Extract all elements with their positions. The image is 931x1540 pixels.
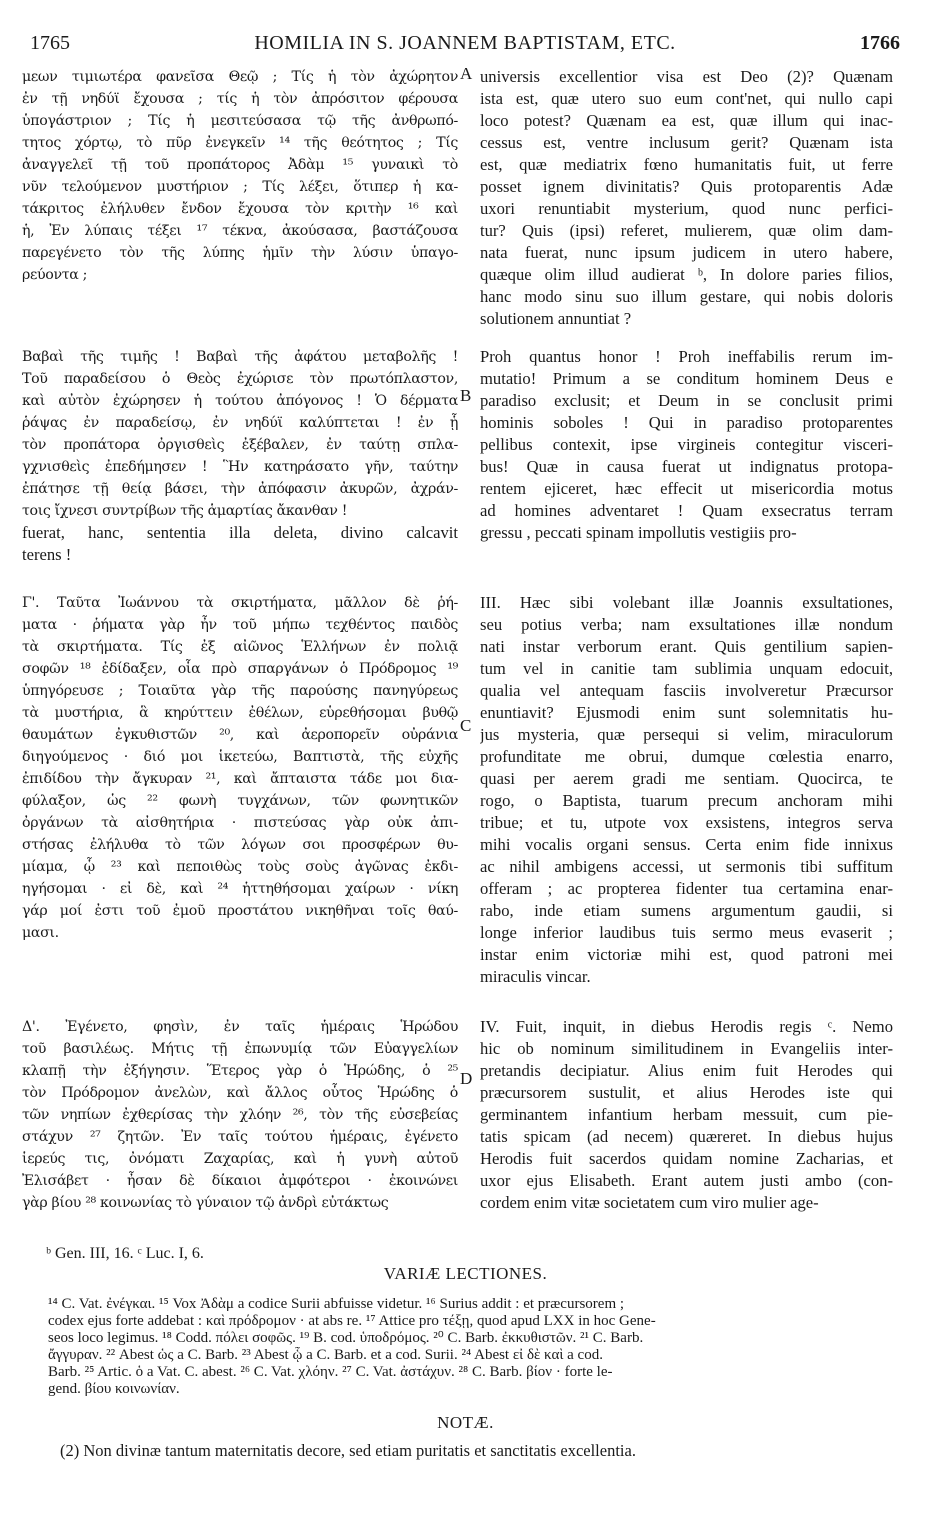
text-line: cessus est, ventre inclusum gerit? Quænam ista: [480, 133, 893, 152]
variae-lectiones-heading: VARIÆ LECTIONES.: [383, 1264, 548, 1283]
text-line: III. Hæc sibi volebant illæ Joannis exsultationes,: [480, 593, 893, 612]
text-line: ῥάψας ἐν παραδείσῳ, ἐν νηδύϊ καλύπτεται ! ἐν ᾗ: [22, 415, 458, 431]
text-line: ὀργάνων τὰ αἰσθητήρια · πιστεύσας γὰρ οὐκ ἀπι-: [22, 815, 458, 831]
text-line: tribue; et tu, utpote vox exsistens, integros serva: [480, 813, 893, 832]
text-line: φύλαξον, ὡς ²² φωνὴ τυγχάνων, τῶν φωνητικῶν: [22, 793, 458, 809]
text-line: rogo, o Baptista, tuarum precum anchoram mihi: [480, 791, 893, 810]
variae-lectiones-text: [48, 1296, 894, 1398]
text-line: ista est, quæ utero suo eum cont'net, qui nullo capi: [480, 89, 893, 108]
text-line: uxori renuntiabit mysterium, quod nunc perfici-: [480, 199, 893, 218]
text-line: καὶ αὐτὸν ἐχώρησεν ἡ τούτου ἀπόγονος ! Ὁ δέρματα: [22, 393, 458, 409]
text-line: μίαμα, ᾧ ²³ καὶ πεποιθὼς τοὺς σοὺς ἀγῶνας ἐκδι-: [22, 859, 458, 875]
page-title: HOMILIA IN S. JOANNEM BAPTISTAM, ETC.: [254, 32, 676, 54]
text-line: ¹⁴ C. Vat. ἐνέγκαι. ¹⁵ Vox Ἀδὰμ a codice Surii abfuisse videtur. ¹⁶ Surius addit : et præcursorem ;: [48, 1296, 625, 1312]
text-line: γὰρ βίου ²⁸ κοινωνίας τὸ γύναιον τῷ ἀνδρὶ εὐτάκτως: [22, 1195, 389, 1211]
text-line: Βαβαὶ τῆς τιμῆς ! Βαβαὶ τῆς ἀφάτου μεταβολῆς !: [22, 349, 458, 365]
text-line: γάρ μοί ἐστι τοῦ ἐμοῦ προστάτου νικηθῆναι τοῖς θαύ-: [22, 903, 458, 919]
text-line: τὰ σκιρτήματα. Τίς ἐξ αἰῶνος Ἑλλήνων ἐν πολιᾷ: [22, 639, 458, 655]
text-line: rentem ejiceret, hæc effecit ut misericordia motus: [480, 479, 893, 498]
text-line: cordem enim vitæ societatem cum viro mulier age-: [480, 1193, 819, 1212]
text-line: τοις ἴχνεσι συντρίβων τῆς ἁμαρτίας ἄκανθαν !: [22, 503, 348, 519]
text-line: στάχυν ²⁷ ζητῶν. Ἐν ταῖς τούτου ἡμέραις, ἐγένετο: [22, 1129, 458, 1145]
latin-paragraph-3: [480, 592, 893, 988]
text-line: quæque olim illud audierat ᵇ, In dolore paries filios,: [480, 265, 893, 284]
text-line: ἐν τῇ νηδύϊ ἔχουσα ; τίς ἡ τὸν ἀπρόσιτον φέρουσα: [22, 91, 458, 107]
text-line: tatis spicam (ad necem) quæreret. In diebus hujus: [480, 1127, 893, 1146]
notae-heading: NOTÆ.: [437, 1413, 494, 1432]
text-line: universis excellentior visa est Deo (2)? Quænam: [480, 67, 893, 86]
text-line: ac nihil ambigens accessi, ut sermonis tibi suffitum: [480, 857, 893, 876]
page-number-right: 1766: [860, 32, 900, 54]
scripture-references: ᵇ Gen. III, 16. ᶜ Luc. I, 6.: [46, 1245, 204, 1262]
text-line: Barb. ²⁵ Artic. ὁ a Vat. C. abest. ²⁶ C. Vat. χλόην. ²⁷ C. Vat. ἀστάχυν. ²⁸ C. Barb. βίον · forte le-: [48, 1364, 613, 1380]
text-line: gend. βίου κοινωνίαν.: [48, 1381, 180, 1397]
text-line: τὰ μυστήρια, ἃ κηρύττειν ἐθέλων, εὑρεθήσομαι βυθῷ: [22, 705, 458, 721]
page-number-left: 1765: [30, 32, 70, 54]
text-line: Herodis fuit sacerdos quidam nomine Zacharias, et: [480, 1149, 893, 1168]
text-line: hic ob nominum similitudinem in Evangeliis inter-: [480, 1039, 893, 1058]
text-line: στήσας ἐλήλυθα τὸ τῶν λόγων σοι προσφέρων θυ-: [22, 837, 458, 853]
text-line: σοφῶν ¹⁸ ἐδίδαξεν, οἷα πρὸ σπαργάνων ὁ Πρόδρομος ¹⁹: [22, 661, 458, 677]
text-line: ἄγγυραν. ²² Abest ὡς a C. Barb. ²³ Abest ᾧ a C. Barb. et a cod. Surii. ²⁴ Abest εἰ δὲ καὶ a cod.: [48, 1347, 603, 1363]
text-line: τάκριτος ἐλήλυθεν ἔνδον ἔχουσα τὸν κριτὴν ¹⁶ καὶ: [22, 201, 458, 217]
text-line: ἀναγγελεῖ τῇ τοῦ προπάτορος Ἀδὰμ ¹⁵ γυναικὶ τὸ: [22, 157, 458, 173]
text-line: profunditate me obrui, dumque cœlestia enarro,: [480, 747, 893, 766]
text-line: θαυμάτων ἐγκυθιστῶν ²⁰, καὶ ἀεροπορεῖν οὐράνια: [22, 727, 458, 743]
text-line: germinantem infantium herbam messuit, cum pie-: [480, 1105, 893, 1124]
text-line: ρεύοντα ;: [22, 267, 88, 283]
latin-paragraph-4: [480, 1016, 893, 1214]
text-line: instar enim victoriæ mihi est, quod patroni mei: [480, 945, 893, 964]
text-line: ὑπηγόρευσε ; Τοιαῦτα γὰρ τῆς παρούσης πανηγύρεως: [22, 683, 458, 699]
text-line: τῶν νηπίων ἐχθερίσας τὴν χλόην ²⁶, τὸν τῆς εὐσεβείας: [22, 1107, 458, 1123]
latin-spill-lines: [22, 522, 458, 566]
latin-paragraph-1: [480, 66, 893, 330]
text-line: Proh quantus honor ! Proh ineffabilis rerum im-: [480, 347, 893, 366]
nota-text: (2) Non divinæ tantum maternitatis decore, sed etiam puritatis et sanctitatis excellentia.: [60, 1441, 636, 1460]
text-line: hominis soboles ! Qui in paradiso protoparentes: [480, 413, 893, 432]
text-line: μεων τιμιωτέρα φανεῖσα Θεῷ ; Τίς ἡ τὸν ἀχώρητον: [22, 69, 458, 85]
text-line: τὸν προπάτορα ὀργισθεὶς ἐξέβαλεν, ἐν ταύτῃ σπλα-: [22, 437, 458, 453]
margin-marker-a: A: [460, 64, 473, 83]
text-line: Ἐλισάβετ · ἦσαν δὲ δίκαιοι ἀμφότεροι · ἐκοινώνει: [22, 1173, 458, 1189]
latin-paragraph-2: [480, 346, 893, 544]
text-line: longe inferior laudibus tuis sermo meus evaserit ;: [480, 923, 893, 942]
text-line: uxor ejus Elisabeth. Erant autem justi ambo (con-: [480, 1171, 893, 1190]
text-line: τὸν Πρόδρομον ἀνελὼν, καὶ ἄλλος οὗτος Ἡρώδης ὁ: [22, 1085, 458, 1101]
text-line: IV. Fuit, inquit, in diebus Herodis regis ᶜ. Nemo: [480, 1017, 893, 1036]
text-line: τητος χόρτῳ, τὸ πῦρ ἐνεγκεῖν ¹⁴ τῆς θεότητος ; Τίς: [22, 135, 458, 151]
text-line: posset ignem divinitatis? Quis protoparentis Adæ: [480, 177, 893, 196]
text-line: quasi per aerem gradi me sentiam. Quocirca, te: [480, 769, 893, 788]
text-line: κλαπῇ τὴν ἐξήγησιν. Ἕτερος γὰρ ὁ Ἡρώδης, ὁ ²⁵: [22, 1063, 458, 1079]
text-line: est, quæ mediatrix fœno humanitatis fuit, ut ferre: [480, 155, 893, 174]
text-line: ad homines adventaret ! Quam exsecratus terram: [480, 501, 893, 520]
margin-marker-c: C: [460, 716, 472, 735]
text-line: γχνισθεὶς ἐπεδήμησεν ! Ἣν κατηράσατο γῆν, ταύτην: [22, 459, 458, 475]
text-line: seos loco legimus. ¹⁸ Codd. πόλει σοφῶς. ¹⁹ B. cod. ὑποδρόμος. ²⁰ C. Barb. ἐκκυθιστῶν. ²¹ C. Barb.: [48, 1330, 644, 1346]
text-line: tum vel in canitie tam sublimia unquam edocuit,: [480, 659, 893, 678]
text-line: τοῦ βασιλέως. Μήτις τῇ ἐπωνυμίᾳ τῶν Εὐαγγελίων: [22, 1041, 458, 1057]
text-line: mihi vocalis organi sensus. Certa enim fide innixus: [480, 835, 893, 854]
text-line: μασι.: [22, 925, 59, 941]
text-line: rabo, inde etiam sumens argumentum gaudii, si: [480, 901, 893, 920]
margin-marker-b: B: [460, 386, 472, 405]
text-line: ηγήσομαι · εἰ δὲ, καὶ ²⁴ ἡττηθήσομαι χαίρων · νίκη: [22, 881, 458, 897]
text-line: paradiso exclusit; et Deum in se conclusit primi: [480, 391, 893, 410]
text-line: seu potius verba; nam exsultationes illæ nondum: [480, 615, 893, 634]
text-line: qualia vel antequam fasciis involveretur Præcursor: [480, 681, 893, 700]
text-line: ματα · ῥήματα γὰρ ἦν τοῦ μήπω τεχθέντος παιδὸς: [22, 617, 458, 633]
text-line: νῦν τελούμενον μυστήριον ; Τίς λέξει, ὅτιπερ ἡ κα-: [22, 179, 458, 195]
text-line: solutionem annuntiat ?: [480, 309, 632, 328]
margin-marker-d: D: [460, 1069, 473, 1088]
text-line: pellibus contexit, ipse virgineis contegitur visceri-: [480, 435, 893, 454]
greek-paragraph-1: [22, 66, 458, 286]
text-line: enuntiavit? Ejusmodi enim sunt solemnitatis hu-: [480, 703, 893, 722]
text-line: παρεγένετο τὸν τῆς λύπης ἡμῖν τὴν λύσιν ὑπαγο-: [22, 245, 458, 261]
text-line: bus! Quæ in causa fuerat ut indignatus protopa-: [480, 457, 893, 476]
text-line: fuerat, hanc, sententia illa deleta, divino calcavit: [22, 523, 458, 542]
greek-paragraph-4: [22, 1016, 458, 1214]
text-line: præcursorem sustulit, et alius Herodes iste qui: [480, 1083, 893, 1102]
text-line: διηγούμενος · διό μοι ἱκετεύω, Βαπτιστὰ, τῆς εὐχῆς: [22, 749, 458, 765]
text-line: ὑπογάστριον ; Τίς ἡ μεσιτεύσασα τῷ τῆς ἀνθρωπό-: [22, 113, 458, 129]
text-line: loco potest? Quænam ea est, quæ illum qui inac-: [480, 111, 893, 130]
text-line: mutatio! Primum a se conditum hominem Deus e: [480, 369, 893, 388]
text-line: gressu , peccati spinam impollutis vestigiis pro-: [480, 523, 797, 542]
text-line: offeram ; ac propterea fidenter tua certamina enar-: [480, 879, 893, 898]
greek-paragraph-3: [22, 592, 458, 944]
running-header: [30, 32, 900, 58]
text-line: ἡ, Ἐν λύπαις τέξει ¹⁷ τέκνα, ἀκούσασα, βαστάζουσα: [22, 223, 458, 239]
text-line: terens !: [22, 545, 72, 564]
text-line: codex ejus forte addebat : καὶ πρόδρομον · at abs re. ¹⁷ Attice pro τέξῃ, quod apud LXX in hoc Gene-: [48, 1313, 656, 1329]
text-line: pretandis decipiatur. Alius enim fuit Herodes qui: [480, 1061, 893, 1080]
text-line: nata fuerat, nunc ipsum judicem in utero habere,: [480, 243, 893, 262]
greek-paragraph-2: [22, 346, 458, 522]
text-line: ἐπάτησε τῇ θείᾳ βάσει, τὴν ἀπόφασιν ἀκυρῶν, ἀχράν-: [22, 481, 458, 497]
text-line: nati instar verborum erant. Quis gentilium sapien-: [480, 637, 893, 656]
text-line: Τοῦ παραδείσου ὁ Θεὸς ἐχώρισε τὸν πρωτόπλαστον,: [22, 371, 458, 387]
text-line: Δ'. Ἐγένετο, φησὶν, ἐν ταῖς ἡμέραις Ἡρώδου: [22, 1019, 458, 1035]
text-line: miraculis vincar.: [480, 967, 591, 986]
text-line: jus mysteria, quæ persequi si velim, miraculorum: [480, 725, 893, 744]
text-line: ἐπιδίδου τὴν ἄγκυραν ²¹, καὶ ἄπταιστα τάδε μοι δια-: [22, 771, 458, 787]
text-line: hanc modo sinu suo illum gestare, qui nobis doloris: [480, 287, 893, 306]
text-line: Γ'. Ταῦτα Ἰωάννου τὰ σκιρτήματα, μᾶλλον δὲ ῥή-: [22, 595, 458, 611]
text-line: tur? Quis (ipsi) referet, mulierem, quæ olim dam-: [480, 221, 893, 240]
text-line: ἱερεύς τις, ὀνόματι Ζαχαρίας, καὶ ἡ γυνὴ αὐτοῦ: [22, 1151, 458, 1167]
